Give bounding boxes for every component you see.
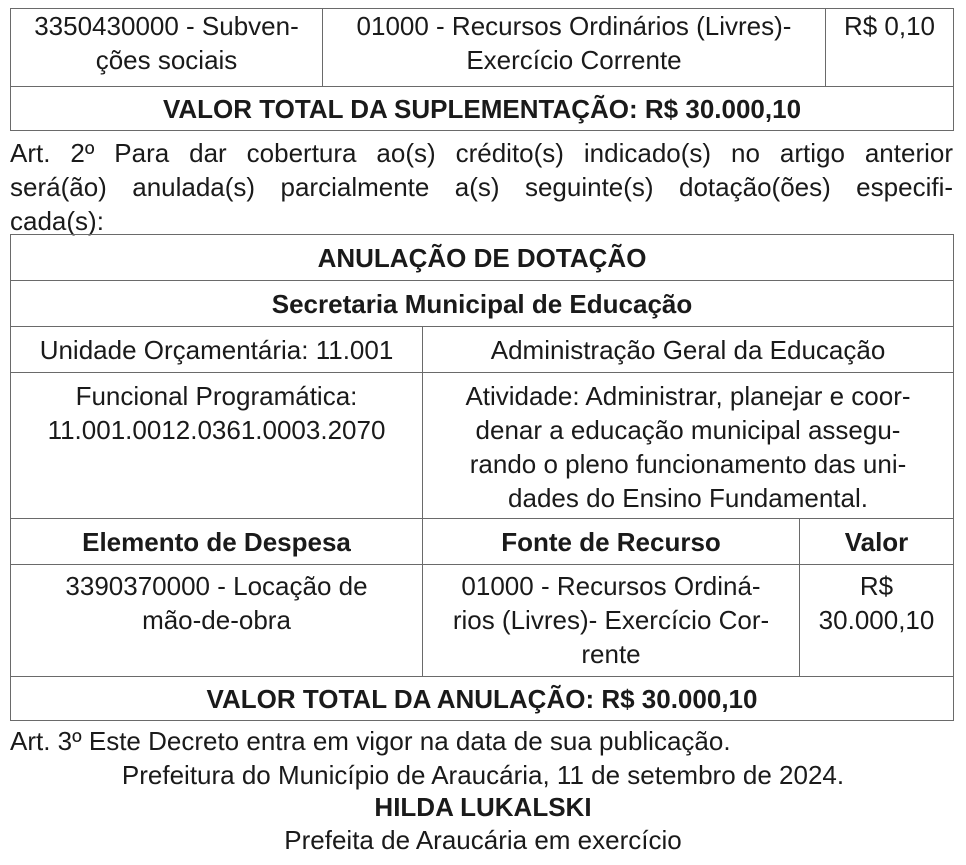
header-element: Elemento de Despesa <box>11 519 423 565</box>
cell-line: 01000 - Recursos Ordinários (Livres)- <box>356 11 792 41</box>
table-row <box>11 565 954 677</box>
cell-line: 11.001.0012.0361.0003.2070 <box>47 415 386 445</box>
value-cell <box>800 565 954 677</box>
article-line: cada(s): <box>10 206 104 236</box>
table-row <box>11 519 954 565</box>
cell-line: 3350430000 - Subven- <box>34 11 299 41</box>
table-row <box>11 327 954 373</box>
activity-cell <box>423 373 954 519</box>
secretaria-name: Secretaria Municipal de Educação <box>11 281 954 327</box>
cell-line: rente <box>581 639 641 669</box>
signatory-name: HILDA LUKALSKI <box>374 792 592 822</box>
supplementation-table <box>10 8 954 131</box>
signatory-role: Prefeita de Araucária em exercício <box>284 825 682 855</box>
cell-line: R$ <box>859 571 894 601</box>
cell-line: 30.000,10 <box>818 605 935 635</box>
article-2 <box>10 136 953 238</box>
table-row <box>11 373 954 519</box>
supplementation-total: VALOR TOTAL DA SUPLEMENTAÇÃO: R$ 30.000,10 <box>11 87 954 131</box>
expense-element-cell <box>11 9 323 87</box>
cell-line: mão-de-obra <box>142 605 291 635</box>
table-row <box>11 87 954 131</box>
budget-unit-label: Unidade Orçamentária: 11.001 <box>11 327 423 373</box>
table-row <box>11 235 954 281</box>
cell-line: rios (Livres)- Exercício Cor- <box>452 605 770 635</box>
article-3: Art. 3º Este Decreto entra em vigor na data de sua publicação. <box>10 726 731 756</box>
annulment-total: VALOR TOTAL DA ANULAÇÃO: R$ 30.000,10 <box>11 677 954 721</box>
place-date: Prefeitura do Município de Araucária, 11 de setembro de 2024. <box>121 760 845 790</box>
article-line: será(ão) anulada(s) parcialmente a(s) seguinte(s) dotação(ões) especifi- <box>10 172 953 202</box>
table-row <box>11 677 954 721</box>
article-line: Art. 2º Para dar cobertura ao(s) crédito(s) indicado(s) no artigo anterior <box>10 138 953 168</box>
value-cell <box>826 9 954 87</box>
expense-element-cell <box>11 565 423 677</box>
cell-line: Exercício Corrente <box>466 45 682 75</box>
cell-line: dades do Ensino Fundamental. <box>508 483 868 513</box>
resource-source-cell <box>423 565 800 677</box>
header-value: Valor <box>800 519 954 565</box>
budget-unit-name: Administração Geral da Educação <box>423 327 954 373</box>
table-row <box>11 9 954 87</box>
cell-line: rando o pleno funcionamento das uni- <box>469 449 907 479</box>
table-row <box>11 281 954 327</box>
cell-line: ções sociais <box>95 45 238 75</box>
cell-line: Atividade: Administrar, planejar e coor- <box>465 381 911 411</box>
cell-line: Funcional Programática: <box>75 381 358 411</box>
cell-line: 3390370000 - Locação de <box>65 571 368 601</box>
cell-line: denar a educação municipal assegu- <box>475 415 901 445</box>
annulment-table <box>10 234 954 721</box>
annulment-title: ANULAÇÃO DE DOTAÇÃO <box>11 235 954 281</box>
header-source: Fonte de Recurso <box>423 519 800 565</box>
resource-source-cell <box>323 9 826 87</box>
cell-line: 01000 - Recursos Ordiná- <box>461 571 761 601</box>
functional-program-cell <box>11 373 423 519</box>
cell-line: R$ 0,10 <box>843 11 936 41</box>
